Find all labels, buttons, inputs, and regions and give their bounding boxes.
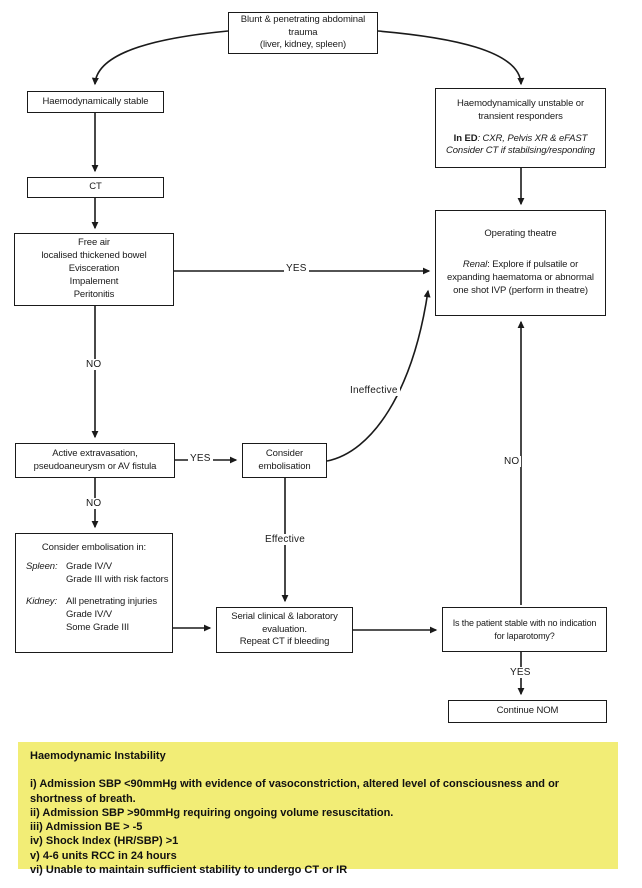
kidney-item3: Some Grade III [66,622,130,634]
node-continue-nom-label: Continue NOM [496,705,559,717]
edge-label-yes-active: YES [190,453,211,464]
note-item-3: iii) Admission BE > -5 [30,821,143,834]
node-embolisation-in-title: Consider embolisation in: [41,542,147,553]
node-continue-nom [448,700,607,723]
node-trauma-line1: Blunt & penetrating abdominal [240,13,366,25]
node-haemodynamically-unstable [435,88,606,168]
node-haemodynamically-stable [27,91,164,113]
node-stable-question [442,607,607,652]
renal-text1: : Explore if pulsatile or [487,259,579,271]
node-unstable-spacer [440,124,601,133]
kidney-row [20,596,168,634]
edge-label-effective: Effective [265,534,305,545]
spleen-values [66,561,168,587]
note-item-4: iv) Shock Index (HR/SBP) >1 [30,835,179,848]
haemodynamic-instability-note [18,742,618,877]
node-serial-evaluation [216,607,353,653]
node-theatre-renal-line2: expanding haematoma or abnormal [447,272,594,283]
node-free-air-line5: Peritonitis [73,288,115,300]
edge-trauma-unstable [378,31,521,84]
kidney-values [66,596,168,634]
note-item-1: i) Admission SBP <90mmHg with evidence of vasoconstriction, altered level of consciousness and or shortness of breath. [30,778,560,805]
node-question-line2: for laparotomy? [494,630,555,641]
node-free-air-line2: localised thickened bowel [41,250,147,262]
node-theatre-spacer [440,241,601,250]
edge-label-yes-question: YES [510,667,531,678]
note-item-5: v) 4-6 units RCC in 24 hours [30,849,177,862]
node-theatre-renal-line3: one shot IVP (perform in theatre) [453,284,588,296]
node-serial-line2: evaluation. [262,623,307,635]
edge-label-no-active: NO [86,498,102,509]
node-trauma [228,12,378,54]
node-embolisation-line2: embolisation [258,460,311,472]
node-unstable-line2: transient responders [478,110,563,122]
node-embolisation-in-rows [20,561,168,635]
note-title: Haemodynamic Instability [30,750,166,762]
node-unstable-line1: Haemodynamically unstable or [456,97,585,109]
node-free-air-line3: Evisceration [68,263,120,275]
node-theatre-title: Operating theatre [484,228,557,240]
renal-label: Renal [462,259,488,271]
node-active-line1: Active extravasation, [52,447,138,459]
node-unstable-consider-ct: Consider CT if stabilsing/responding [445,145,595,157]
node-embolisation-line1: Consider [265,447,304,459]
spleen-row [20,561,168,587]
kidney-item2: Grade IV/V [66,609,112,621]
node-trauma-line3: (liver, kidney, spleen) [259,39,347,51]
node-ct [27,177,164,198]
node-trauma-line2: trauma [288,26,318,38]
node-free-air [14,233,174,306]
node-question-line1: Is the patient stable with no indication [452,618,597,629]
node-ct-label: CT [89,181,102,193]
kidney-label: Kidney: [26,596,57,608]
node-active-line2: pseudoaneurysm or AV fistula [33,460,157,472]
node-haemodynamically-stable-label: Haemodynamically stable [42,95,149,107]
node-unstable-in-ed [440,133,601,146]
note-item-6: vi) Unable to maintain sufficient stability to undergo CT or IR [30,864,348,877]
node-theatre-spacer2 [440,250,601,259]
in-ed-text: : CXR, Pelvis XR & eFAST [477,132,588,144]
edge-label-no-question: NO [504,456,520,467]
edge-label-no-freeair: NO [86,359,102,370]
spleen-item1: Grade IV/V [66,560,112,572]
embolisation-in-spacer [20,586,168,596]
node-serial-line1: Serial clinical & laboratory [231,610,338,622]
edge-embolisation-theatre [327,291,428,461]
kidney-item1: All penetrating injuries [66,596,158,608]
node-free-air-line1: Free air [78,237,110,249]
node-consider-embolisation [242,443,327,478]
node-operating-theatre [435,210,606,316]
node-consider-embolisation-in [15,533,173,653]
spleen-label: Spleen: [26,560,58,572]
note-item-2: ii) Admission SBP >90mmHg requiring ongoing volume resuscitation. [30,806,394,819]
node-active-extravasation [15,443,175,478]
in-ed-label: In ED [453,132,478,144]
spleen-item2: Grade III with risk factors [66,573,169,585]
node-free-air-line4: Impalement [69,275,119,287]
node-serial-line3: Repeat CT if bleeding [239,636,330,648]
node-theatre-renal-line1 [440,259,601,272]
edge-label-yes-freeair: YES [286,263,307,274]
edge-trauma-stable [95,31,228,84]
edge-label-ineffective: Ineffective [350,385,398,396]
